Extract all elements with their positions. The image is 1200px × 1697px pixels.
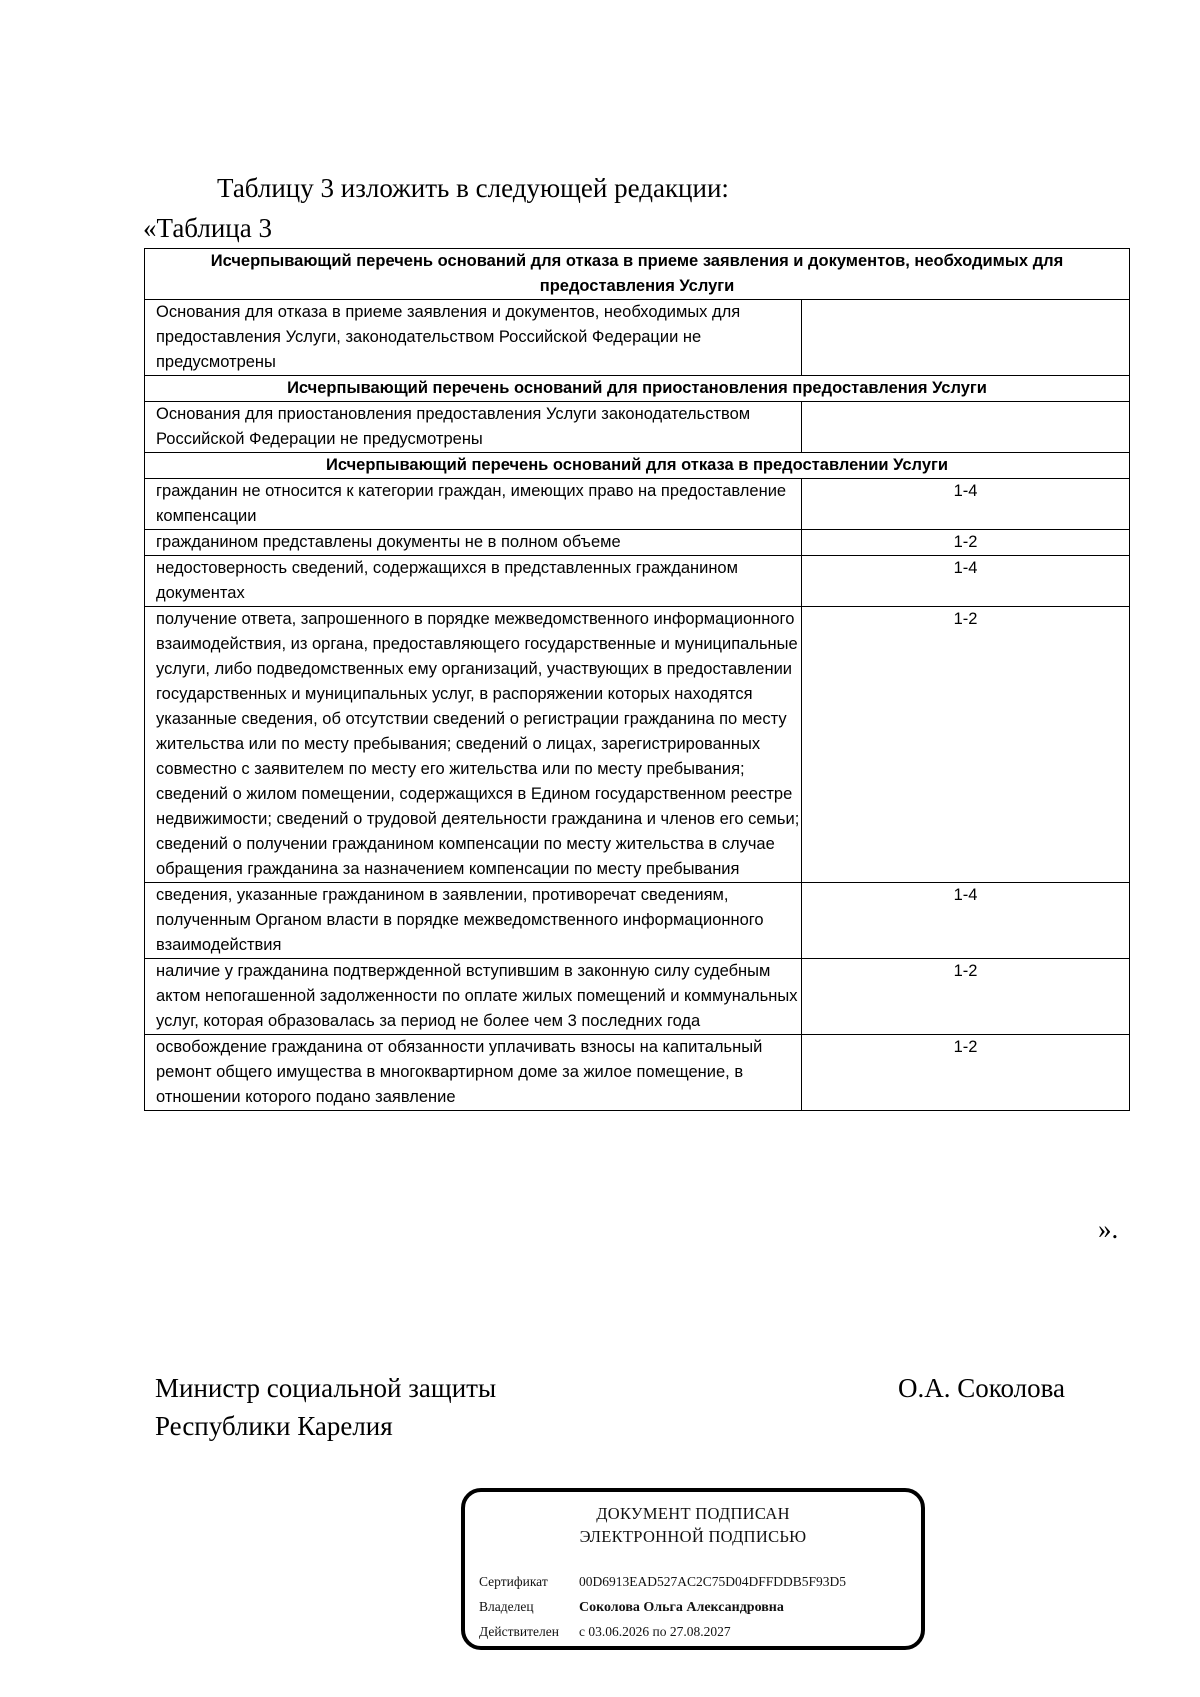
section-heading: Исчерпывающий перечень оснований для отказа в приеме заявления и документов, необходимых для предоставления Услуги xyxy=(145,249,1130,300)
table-row xyxy=(145,479,1130,530)
row-text: освобождение гражданина от обязанности уплачивать взносы на капитальный ремонт общего имущества в многоквартирном доме за жилое помещение, в отношении которого подано заявление xyxy=(145,1035,802,1111)
row-ref: 1-4 xyxy=(802,556,1130,607)
electronic-signature-stamp xyxy=(461,1488,925,1650)
stamp-validity-label: Действителен xyxy=(479,1624,559,1639)
row-ref: 1-2 xyxy=(802,1035,1130,1111)
section-heading-row xyxy=(145,249,1130,300)
row-ref: 1-2 xyxy=(802,530,1130,556)
section-heading-row xyxy=(145,376,1130,402)
section-heading-row xyxy=(145,453,1130,479)
table-row xyxy=(145,300,1130,376)
stamp-owner-label: Владелец xyxy=(479,1599,534,1614)
row-text: гражданин не относится к категории граждан, имеющих право на предоставление компенсации xyxy=(145,479,802,530)
table-row xyxy=(145,556,1130,607)
stamp-title-line1: ДОКУМЕНТ ПОДПИСАН xyxy=(596,1504,790,1523)
stamp-title-line2: ЭЛЕКТРОННОЙ ПОДПИСЬЮ xyxy=(579,1527,807,1546)
signer-name: О.А. Соколова xyxy=(898,1373,1065,1403)
stamp-title xyxy=(465,1502,921,1548)
table-row xyxy=(145,402,1130,453)
row-ref: 1-4 xyxy=(802,479,1130,530)
table-row xyxy=(145,1035,1130,1111)
closing-quote-mark: ». xyxy=(1098,1214,1119,1244)
stamp-owner-row xyxy=(479,1599,784,1616)
row-ref xyxy=(802,402,1130,453)
section-heading: Исчерпывающий перечень оснований для отказа в предоставлении Услуги xyxy=(145,453,1130,479)
stamp-validity-row xyxy=(479,1624,731,1640)
row-ref: 1-4 xyxy=(802,883,1130,959)
intro-paragraph: Таблицу 3 изложить в следующей редакции: xyxy=(217,173,729,203)
table-row xyxy=(145,530,1130,556)
stamp-certificate-value: 00D6913EAD527AC2C75D04DFFDDB5F93D5 xyxy=(579,1574,847,1589)
signer-position-line2: Республики Карелия xyxy=(155,1411,393,1441)
table-row xyxy=(145,959,1130,1035)
row-ref: 1-2 xyxy=(802,607,1130,883)
stamp-certificate-label: Сертификат xyxy=(479,1574,548,1589)
row-text: получение ответа, запрошенного в порядке межведомственного информационного взаимодействия, из органа, предоставляющего государственные и муниципальные услуги, либо подведомственных ему организаций, участвующих в предоставлении государственных и муниципальных услуг, в распоряжении которых находятся указанные сведения, об отсутствии сведений о регистрации гражданина по месту жительства или по месту пребывания; сведений о лицах, зарегистрированных совместно с заявителем по месту его жительства или по месту пребывания; сведений о жилом помещении, содержащихся в Едином государственном реестре недвижимости; сведений о трудовой деятельности гражданина и членов его семьи; сведений о получении гражданином компенсации по месту жительства в случае обращения гражданина за назначением компенсации по месту пребывания xyxy=(145,607,802,883)
signer-position-line1: Министр социальной защиты xyxy=(155,1373,497,1403)
row-text: недостоверность сведений, содержащихся в представленных гражданином документах xyxy=(145,556,802,607)
row-ref: 1-2 xyxy=(802,959,1130,1035)
row-text: наличие у гражданина подтвержденной вступившим в законную силу судебным актом непогашенной задолженности по оплате жилых помещений и коммунальных услуг, которая образовалась за период не более чем 3 последних года xyxy=(145,959,802,1035)
row-text: Основания для приостановления предоставления Услуги законодательством Российской Федерации не предусмотрены xyxy=(145,402,802,453)
stamp-validity-value: с 03.06.2026 по 27.08.2027 xyxy=(579,1624,731,1639)
signer-position xyxy=(155,1369,496,1445)
row-text: Основания для отказа в приеме заявления и документов, необходимых для предоставления Услуги, законодательством Российской Федерации не предусмотрены xyxy=(145,300,802,376)
refusal-grounds-table xyxy=(144,248,1130,1111)
table-caption: «Таблица 3 xyxy=(143,213,272,243)
table-row xyxy=(145,607,1130,883)
table-row xyxy=(145,883,1130,959)
stamp-certificate-row xyxy=(479,1574,846,1590)
stamp-owner-value: Соколова Ольга Александровна xyxy=(579,1600,784,1615)
section-heading: Исчерпывающий перечень оснований для приостановления предоставления Услуги xyxy=(145,376,1130,402)
row-text: гражданином представлены документы не в полном объеме xyxy=(145,530,802,556)
row-text: сведения, указанные гражданином в заявлении, противоречат сведениям, полученным Органом власти в порядке межведомственного информационного взаимодействия xyxy=(145,883,802,959)
row-ref xyxy=(802,300,1130,376)
